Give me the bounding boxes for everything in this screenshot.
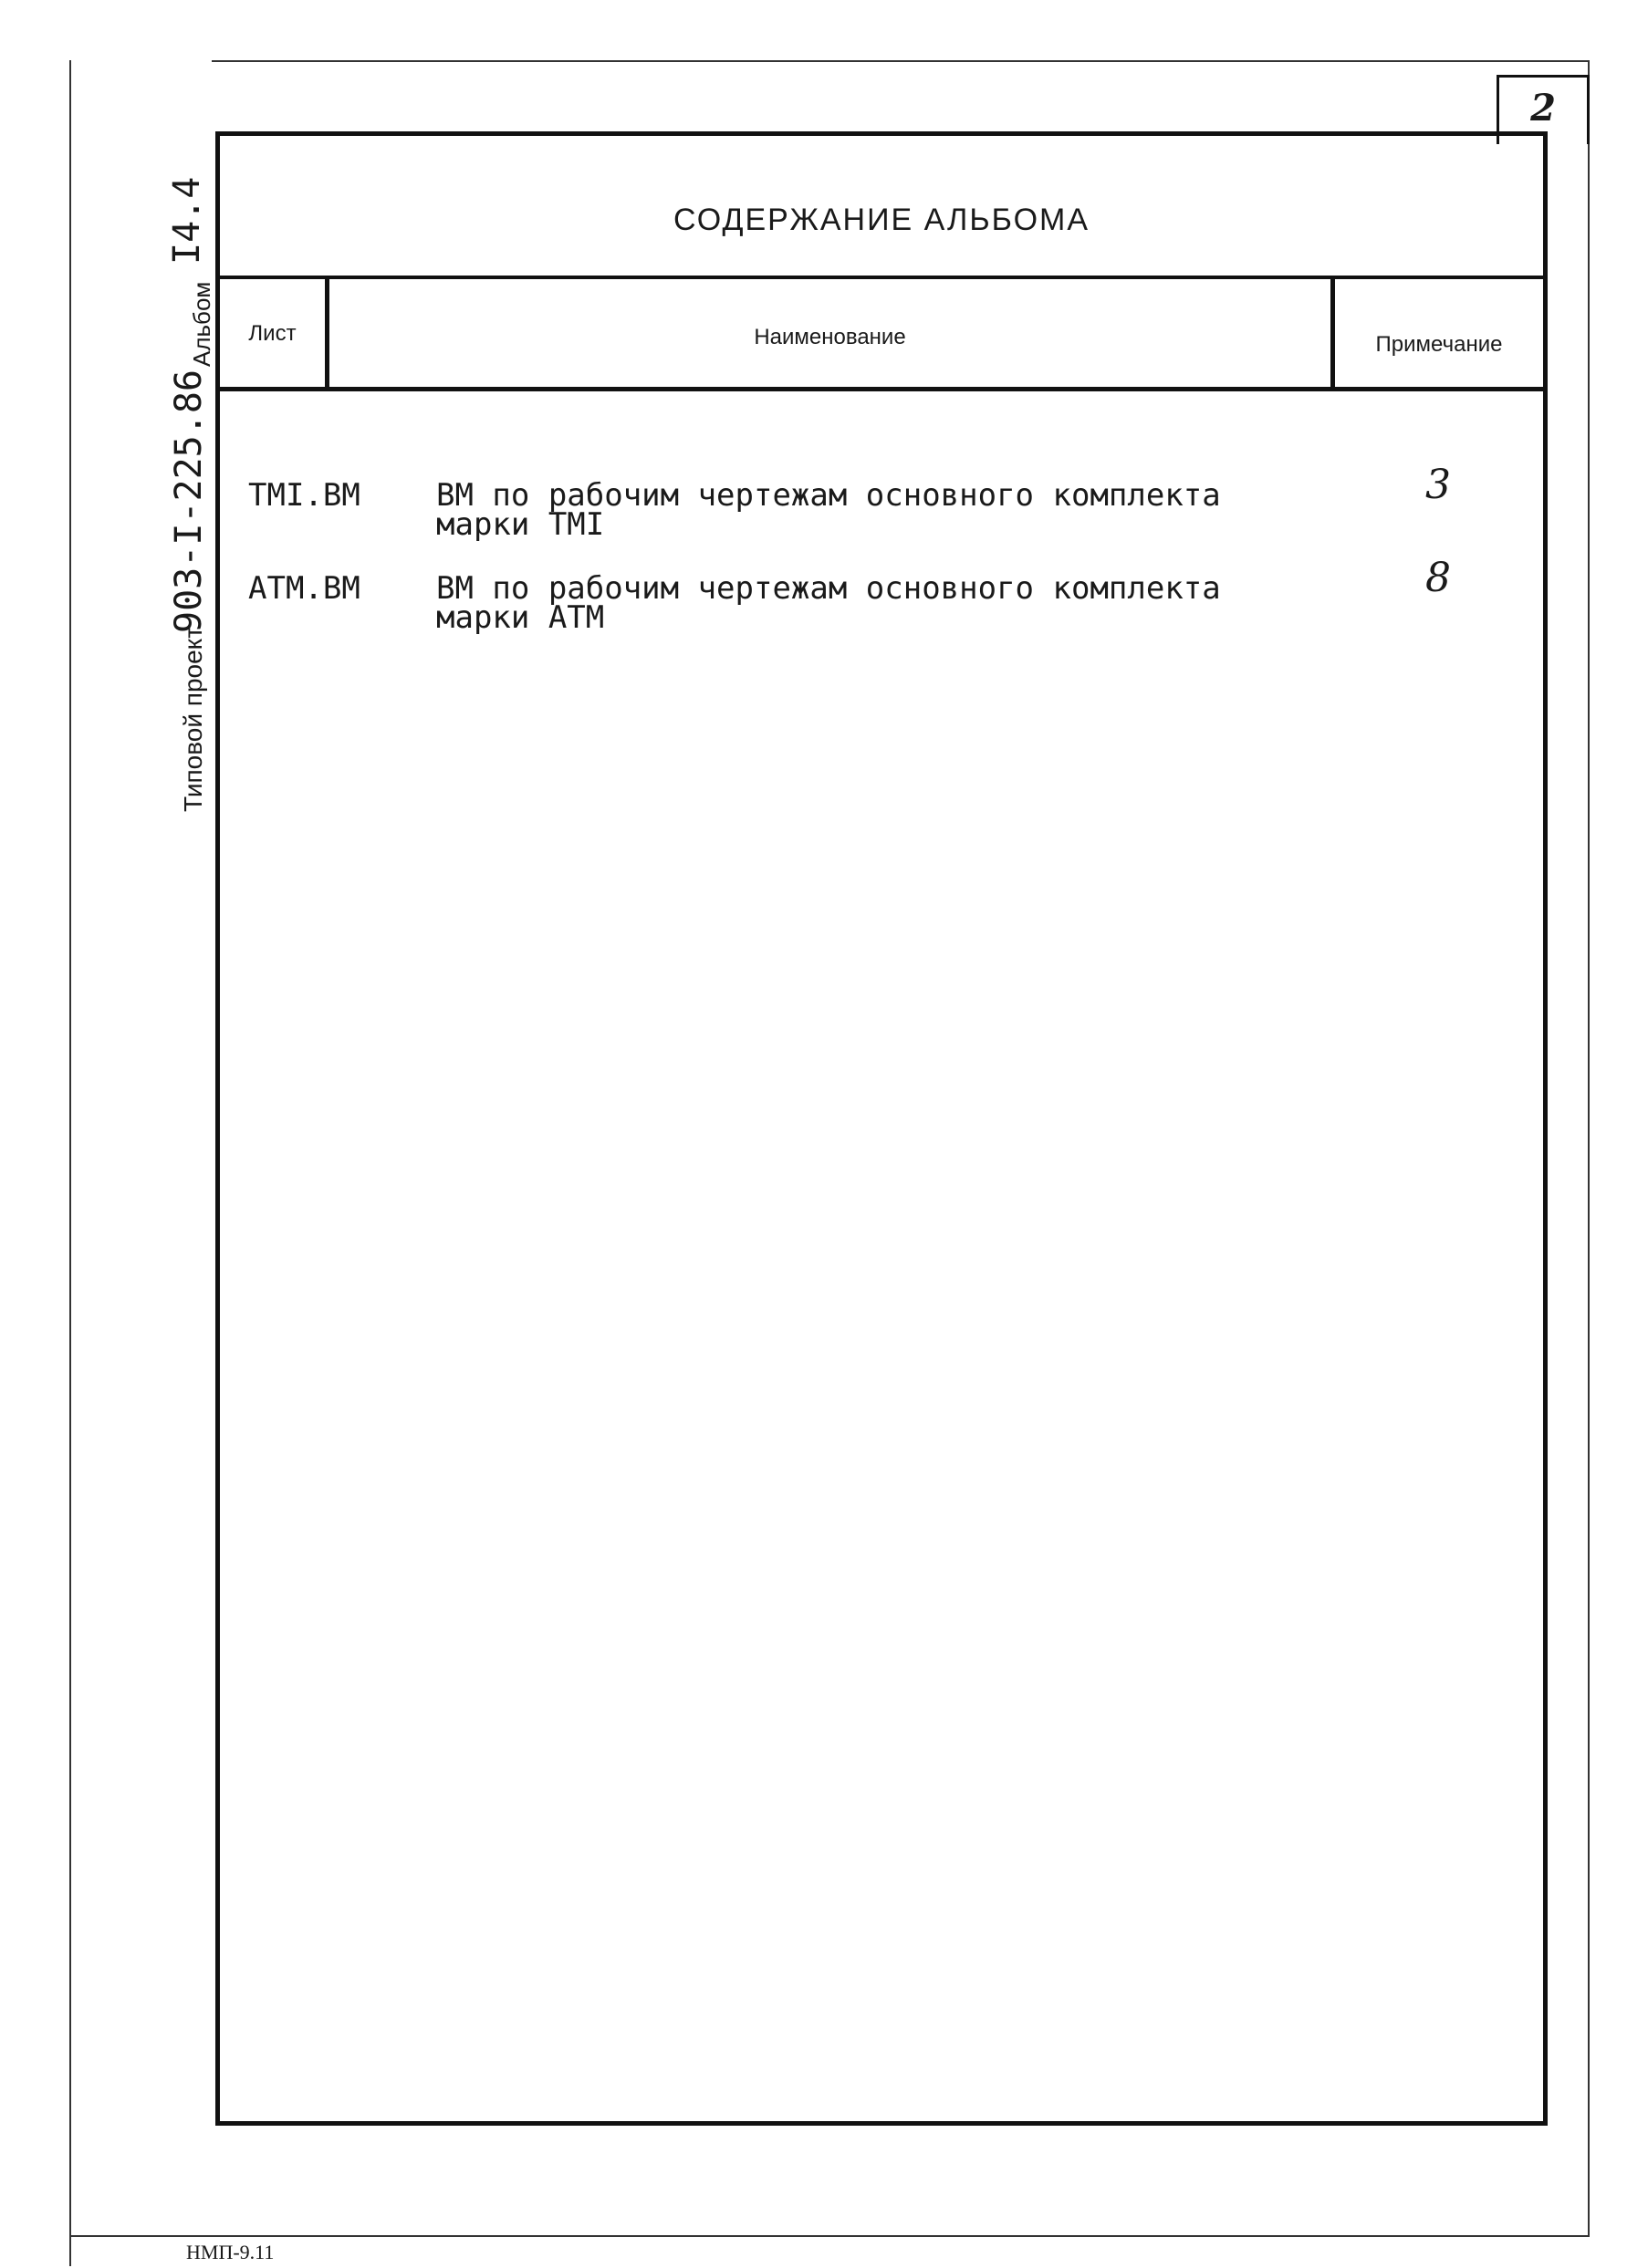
side-project-number: 903-I-225.86: [168, 369, 210, 633]
header-sheet: Лист: [248, 321, 297, 346]
sheet-number: 2: [1530, 87, 1556, 130]
row-1-code: TMI.BM: [248, 477, 360, 514]
outer-border-right: [1588, 60, 1590, 2237]
row-2-name-line2: марки АТМ: [436, 599, 605, 636]
drawing-frame: [215, 131, 1548, 2126]
row-2-code: ATM.BM: [248, 570, 360, 607]
outer-border-left: [69, 60, 71, 2266]
outer-border-top: [212, 60, 1590, 62]
header-name: Наименование: [754, 325, 906, 349]
row-1-name-line2: марки TMI: [436, 506, 605, 543]
side-label-album: Альбом: [188, 281, 215, 367]
page-title: СОДЕРЖАНИЕ АЛЬБОМА: [673, 203, 1090, 237]
side-label-project: Типовой проект: [179, 626, 207, 812]
row-2-name-line1: ВМ по рабочим чертежам основного комплекта: [436, 570, 1221, 607]
header-line-bottom: [215, 387, 1548, 391]
footer-code: НМП-9.11: [186, 2241, 275, 2263]
row-1-note: 3: [1425, 462, 1451, 508]
row-2-note: 8: [1425, 555, 1451, 601]
header-line-top: [215, 276, 1548, 279]
header-note: Примечание: [1375, 332, 1503, 357]
side-album-number: I4.4: [166, 176, 208, 265]
row-1-name-line1: ВМ по рабочим чертежам основного комплекта: [436, 477, 1221, 514]
outer-border-bottom: [69, 2235, 1590, 2237]
